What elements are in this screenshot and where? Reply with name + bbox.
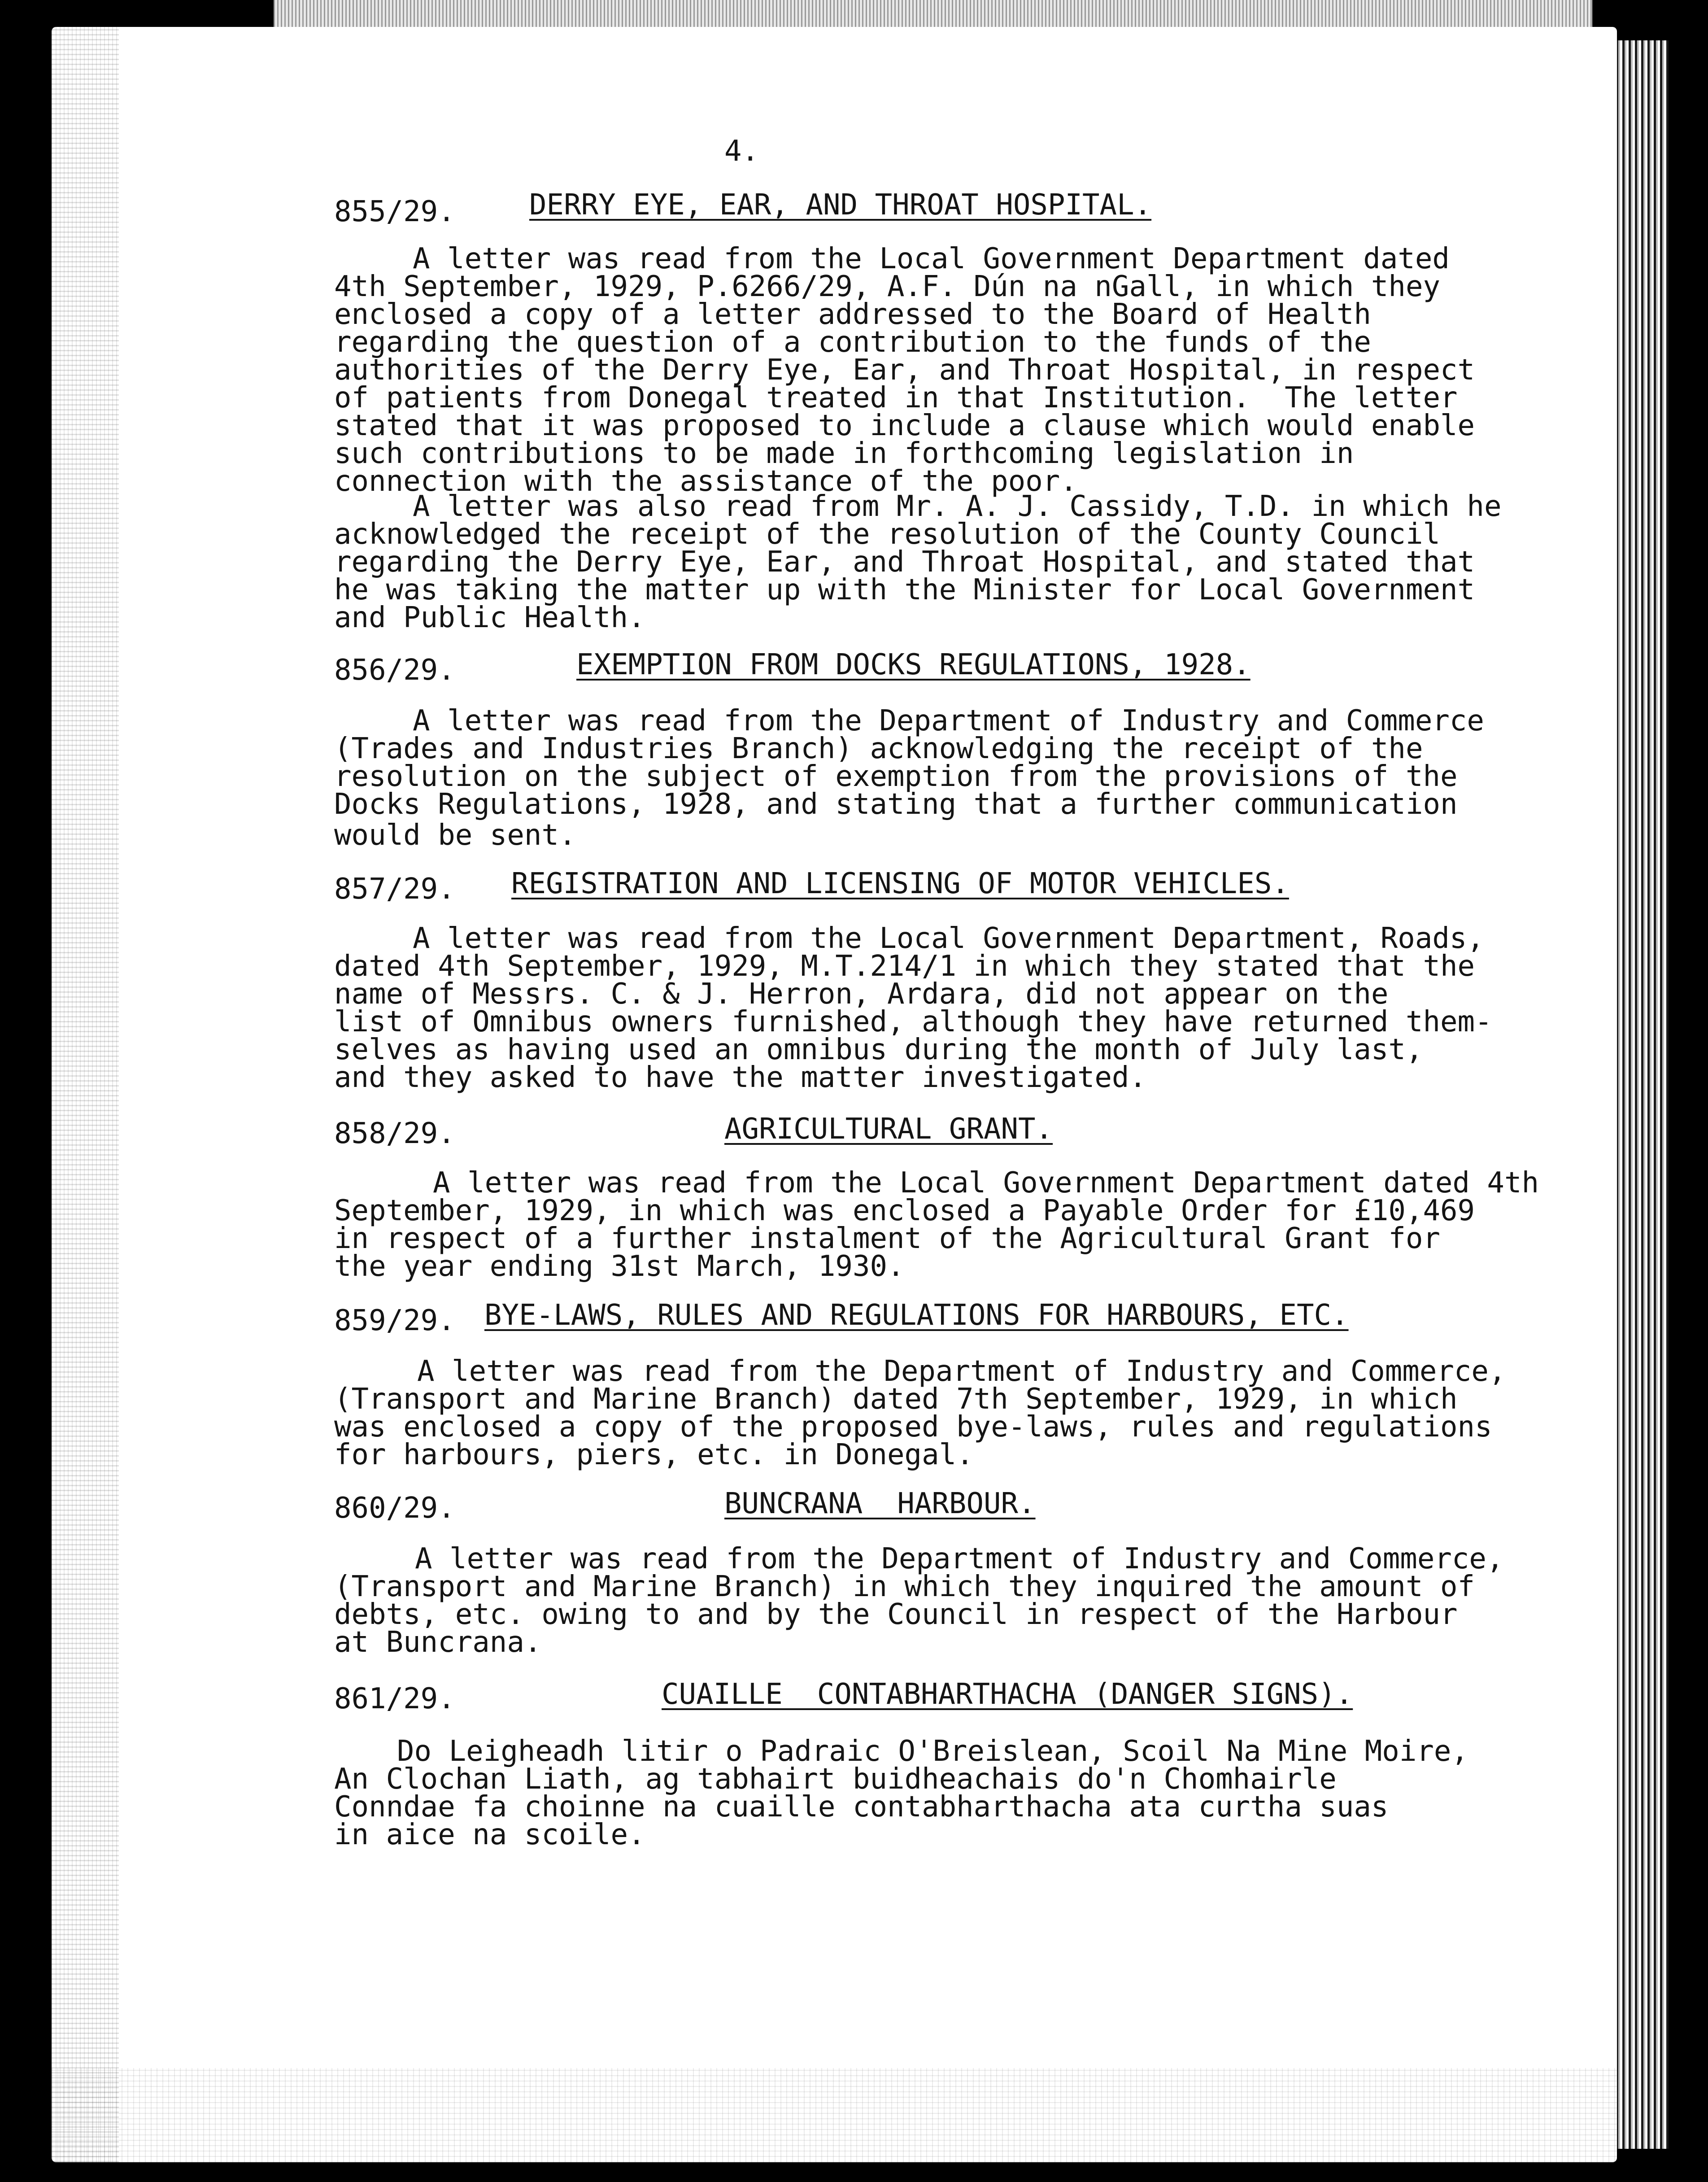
body-line: acknowledged the receipt of the resolution of the County Council xyxy=(334,518,1440,551)
body-line: in aice na scoile. xyxy=(334,1818,645,1851)
body-line: 4th September, 1929, P.6266/29, A.F. Dún na nGall, in which they xyxy=(334,270,1440,303)
section-ref: 858/29. xyxy=(334,1117,455,1150)
body-line: enclosed a copy of a letter addressed to the Board of Health xyxy=(334,298,1371,331)
section-ref: 860/29. xyxy=(334,1492,455,1525)
section-ref: 856/29. xyxy=(334,654,455,687)
section-heading: CUAILLE CONTABHARTHACHA (DANGER SIGNS). xyxy=(662,1678,1353,1711)
body-line: authorities of the Derry Eye, Ear, and Throat Hospital, in respect xyxy=(334,353,1475,387)
body-line: dated 4th September, 1929, M.T.214/1 in which they stated that the xyxy=(334,950,1475,983)
body-line: A letter was read from the Local Government Department dated 4th xyxy=(433,1166,1539,1200)
body-line: the year ending 31st March, 1930. xyxy=(334,1250,905,1283)
body-line: at Buncrana. xyxy=(334,1626,542,1659)
body-line: was enclosed a copy of the proposed bye-laws, rules and regulations xyxy=(334,1410,1492,1444)
body-line: name of Messrs. C. & J. Herron, Ardara, did not appear on the xyxy=(334,978,1389,1011)
body-line: (Transport and Marine Branch) in which they inquired the amount of xyxy=(334,1570,1475,1603)
section-heading: REGISTRATION AND LICENSING OF MOTOR VEHICLES. xyxy=(511,867,1289,900)
body-line: A letter was read from the Department of Industry and Commerce, xyxy=(415,1542,1504,1575)
section-heading: EXEMPTION FROM DOCKS REGULATIONS, 1928. xyxy=(576,648,1250,681)
section-ref: 861/29. xyxy=(334,1682,455,1715)
body-line: resolution on the subject of exemption from the provisions of the xyxy=(334,760,1458,793)
body-line: A letter was read from the Local Government Department dated xyxy=(413,242,1450,275)
body-line: regarding the Derry Eye, Ear, and Throat Hospital, and stated that xyxy=(334,546,1475,579)
body-line: regarding the question of a contribution to the funds of the xyxy=(334,326,1371,359)
body-line: in respect of a further instalment of the Agricultural Grant for xyxy=(334,1222,1440,1255)
body-line: (Trades and Industries Branch) acknowledging the receipt of the xyxy=(334,732,1423,765)
body-line: selves as having used an omnibus during the month of July last, xyxy=(334,1033,1423,1066)
body-line: A letter was read from the Department of Industry and Commerce xyxy=(413,704,1484,738)
body-line: September, 1929, in which was enclosed a Payable Order for £10,469 xyxy=(334,1194,1475,1227)
section-ref: 857/29. xyxy=(334,873,455,906)
section-heading: AGRICULTURAL GRANT. xyxy=(724,1113,1053,1146)
body-line: A letter was read from the Department of Industry and Commerce, xyxy=(417,1355,1506,1388)
body-line: stated that it was proposed to include a clause which would enable xyxy=(334,409,1475,442)
body-line: Conndae fa choinne na cuaille contabharthacha ata curtha suas xyxy=(334,1790,1389,1824)
body-line: connection with the assistance of the poor. xyxy=(334,465,1077,498)
body-line: such contributions to be made in forthcoming legislation in xyxy=(334,437,1354,470)
body-line: Do Leigheadh litir o Padraic O'Breislean, Scoil Na Mine Moire, xyxy=(397,1735,1468,1768)
body-line: (Transport and Marine Branch) dated 7th September, 1929, in which xyxy=(334,1383,1458,1416)
section-ref: 855/29. xyxy=(334,195,455,228)
body-line: for harbours, piers, etc. in Donegal. xyxy=(334,1438,974,1471)
page-number: 4. xyxy=(724,135,759,168)
body-line: he was taking the matter up with the Minister for Local Government xyxy=(334,573,1475,607)
body-line: and they asked to have the matter investigated. xyxy=(334,1061,1146,1094)
body-line: of patients from Donegal treated in that Institution. The letter xyxy=(334,381,1458,415)
body-line: A letter was read from the Local Government Department, Roads, xyxy=(413,922,1484,955)
section-heading: BUNCRANA HARBOUR. xyxy=(724,1487,1036,1520)
body-line: A letter was also read from Mr. A. J. Cassidy, T.D. in which he xyxy=(413,490,1502,523)
body-line: Docks Regulations, 1928, and stating that a further communication xyxy=(334,788,1458,821)
body-line: debts, etc. owing to and by the Council in respect of the Harbour xyxy=(334,1598,1458,1631)
section-ref: 859/29. xyxy=(334,1304,455,1337)
body-line: and Public Health. xyxy=(334,601,645,634)
section-heading: BYE-LAWS, RULES AND REGULATIONS FOR HARBOURS, ETC. xyxy=(484,1299,1349,1332)
body-line: An Clochan Liath, ag tabhairt buidheachais do'n Chomhairle xyxy=(334,1763,1337,1796)
body-line: would be sent. xyxy=(334,819,576,852)
body-line: list of Omnibus owners furnished, although they have returned them- xyxy=(334,1005,1492,1039)
section-heading: DERRY EYE, EAR, AND THROAT HOSPITAL. xyxy=(529,188,1152,222)
